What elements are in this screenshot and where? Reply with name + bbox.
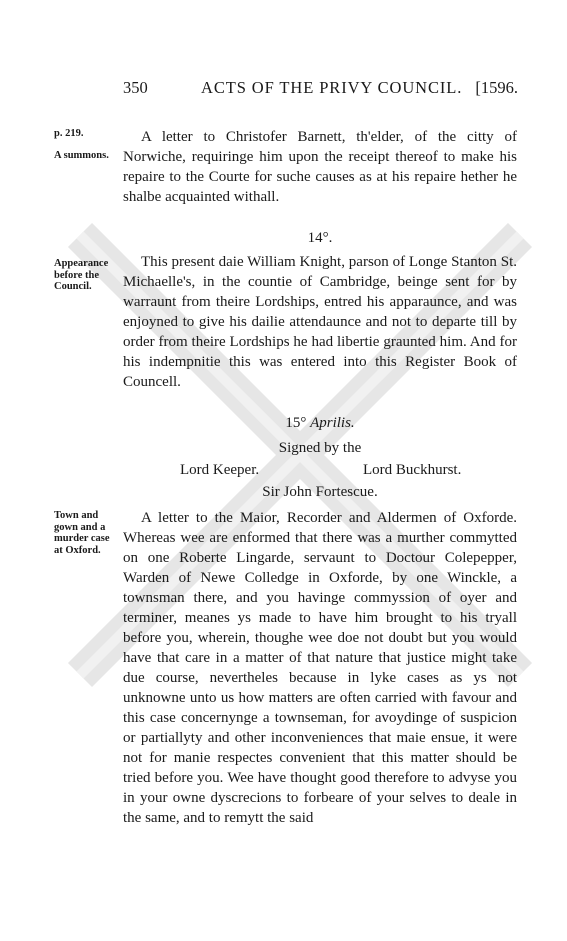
date-month: Aprilis.	[310, 415, 355, 431]
date-heading-15-aprilis	[123, 413, 517, 433]
running-year: [1596.	[475, 78, 518, 97]
paragraph-letter-barnett: A letter to Christofer Barnett, th'elder, of the citty of Norwiche, requiringe him upon the receipt thereof to make his repaire to the Courte for suche causes as at his repaire hether he shalbe acquainted withall.	[123, 129, 517, 205]
signer-lord-keeper: Lord Keeper.	[180, 462, 260, 478]
signer-fortescue: Sir John Fortescue.	[262, 484, 378, 500]
margin-note-town-gown: Town and gown and a murder case at Oxford.	[54, 510, 110, 556]
signed-heading: Signed by the	[278, 440, 362, 456]
page-number: 350	[123, 78, 148, 97]
margin-note-summons: A summons.	[54, 150, 109, 161]
margin-note-appearance: Appearance before the Council.	[54, 258, 109, 292]
date-heading-14: 14°.	[307, 230, 333, 246]
signer-lord-buckhurst: Lord Buckhurst.	[363, 462, 462, 478]
margin-note-page-ref: p. 219.	[54, 128, 84, 139]
paragraph-knight-appearance: This present daie William Knight, parson of Longe Stanton St. Michaelle's, in the countie of Cambridge, beinge sent for by warraunt from theire Lordships, entred his apparaunce, and was enjoyned to give his dailie attendaunce and not to departe till by order from theire Lordships he had libertie graunted him. And for his indempnitie this was entered into this Register Book of Councell.	[123, 254, 517, 390]
date-day: 15°	[285, 415, 307, 431]
running-header	[123, 78, 518, 102]
paragraph-letter-oxford: A letter to the Maior, Recorder and Aldermen of Oxforde. Whereas wee are enformed that there was a murther commytted on one Roberte Lingarde, servaunt to Doctour Colepepper, Warden of Newe Colledge in Oxforde, by one Winckle, a townsman there, and you havinge commyssion of oyer and terminer, meanes ys made to have him brought to his tryall before you, wherein, thoughe wee doe not doubt but you would have that care in a matter of that nature that justice might take due course, nevertheles because in lyke cases as ys not unknowne unto us how matters are often carried with favour and this case concernynge a townseman, for avoydinge of suspicion or partiallyty and other inconveniences that maie ensue, it were not for manie respectes convenient that this matter should be tried before you. Wee have thought good therefore to advyse you in your owne dyscrecions to forbeare of your selves to deale in the same, and to remytt the said	[123, 510, 517, 826]
running-title: ACTS OF THE PRIVY COUNCIL.	[201, 78, 463, 97]
